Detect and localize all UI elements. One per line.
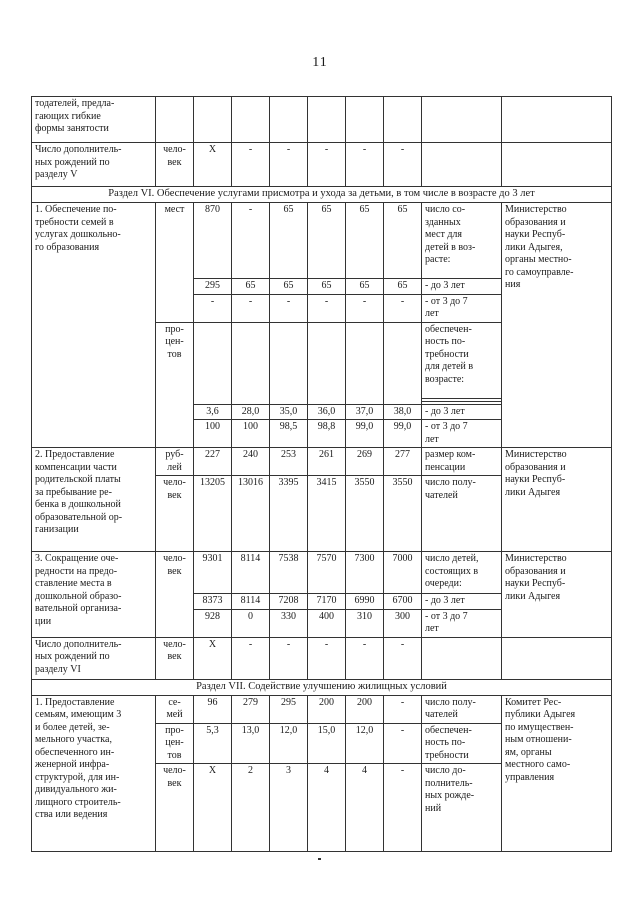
table-cell: 2. Предоставление компенсации части родительской платы за пребывание ре- бенка в дошкольной образовательной ор- ганизации — [32, 448, 156, 552]
table-cell: 7570 — [308, 552, 346, 594]
table-cell: - до 3 лет — [422, 404, 502, 420]
table-cell — [346, 322, 384, 404]
table-cell: мест — [156, 203, 194, 323]
table-cell: 13016 — [232, 476, 270, 552]
table-cell: 36,0 — [308, 404, 346, 420]
table-cell: размер ком- пенсации — [422, 448, 502, 476]
table-cell: 37,0 — [346, 404, 384, 420]
table-cell: 200 — [346, 695, 384, 723]
table-row — [32, 679, 612, 695]
table-cell — [346, 97, 384, 143]
table-cell: - — [346, 637, 384, 679]
table-cell: чело- век — [156, 143, 194, 187]
table-cell — [502, 143, 612, 187]
table-cell: 7170 — [308, 594, 346, 610]
table-cell: число до- полнитель- ных рожде- ний — [422, 764, 502, 852]
table-cell: - — [232, 143, 270, 187]
table-cell: 1. Обеспечение по- требности семей в услугах дошкольно- го образования — [32, 203, 156, 448]
table-cell: 8114 — [232, 552, 270, 594]
table-cell — [156, 97, 194, 143]
table-cell — [384, 322, 422, 404]
table-cell: - — [308, 294, 346, 322]
table-cell: - — [346, 294, 384, 322]
table-cell — [232, 322, 270, 404]
table-cell — [270, 97, 308, 143]
table-row — [32, 448, 612, 476]
table-cell: - — [308, 637, 346, 679]
table-cell: - от 3 до 7 лет — [422, 294, 502, 322]
table-cell: 98,8 — [308, 420, 346, 448]
table-cell: - — [270, 637, 308, 679]
table-cell: 9301 — [194, 552, 232, 594]
table-cell: 253 — [270, 448, 308, 476]
table-cell: 13,0 — [232, 723, 270, 764]
table-cell: Министерство образования и науки Респуб- лики Адыгея, органы местно- го самоуправле- ния — [502, 203, 612, 448]
table-cell: 2 — [232, 764, 270, 852]
table-cell: 3 — [270, 764, 308, 852]
table-cell: 65 — [270, 203, 308, 279]
table-cell — [270, 322, 308, 404]
table-cell: 28,0 — [232, 404, 270, 420]
scan-artifact — [318, 858, 321, 860]
table-cell: число полу- чателей — [422, 476, 502, 552]
table-cell: 96 — [194, 695, 232, 723]
table-cell: 277 — [384, 448, 422, 476]
table-cell: 295 — [194, 279, 232, 295]
table-cell: 99,0 — [346, 420, 384, 448]
table-cell: 279 — [232, 695, 270, 723]
table-cell: тодателей, предла- гающих гибкие формы занятости — [32, 97, 156, 143]
table-cell: - — [384, 764, 422, 852]
table-row — [32, 97, 612, 143]
table-cell: чело- век — [156, 552, 194, 638]
table-cell — [308, 97, 346, 143]
table-cell: - — [346, 143, 384, 187]
table-cell: 8373 — [194, 594, 232, 610]
table-cell: 65 — [346, 279, 384, 295]
table-cell: - — [232, 294, 270, 322]
table-cell: 65 — [346, 203, 384, 279]
table-cell: - до 3 лет — [422, 279, 502, 295]
section-heading: Раздел VII. Содействие улучшению жилищных условий — [32, 679, 612, 695]
table-cell: 3415 — [308, 476, 346, 552]
table-cell: 100 — [232, 420, 270, 448]
table-cell: 300 — [384, 609, 422, 637]
table-cell: число со- зданных мест для детей в воз- расте: — [422, 203, 502, 279]
table-cell: руб- лей — [156, 448, 194, 476]
table-cell: про- цен- тов — [156, 723, 194, 764]
table-cell: число полу- чателей — [422, 695, 502, 723]
table-cell: 7000 — [384, 552, 422, 594]
table-cell: - — [384, 143, 422, 187]
table-cell: 99,0 — [384, 420, 422, 448]
table-cell: 4 — [308, 764, 346, 852]
table-cell — [308, 322, 346, 404]
table-cell: 261 — [308, 448, 346, 476]
table-cell: 310 — [346, 609, 384, 637]
table-cell: 227 — [194, 448, 232, 476]
table-cell: Министерство образования и науки Респуб- лики Адыгея — [502, 552, 612, 638]
table-row — [32, 187, 612, 203]
table-cell — [422, 97, 502, 143]
table-cell: - — [384, 294, 422, 322]
table-cell: 330 — [270, 609, 308, 637]
table-cell: обеспечен- ность по- требности для детей в возрасте: — [422, 322, 502, 398]
table-cell — [422, 143, 502, 187]
table-cell — [194, 97, 232, 143]
table-cell: 7300 — [346, 552, 384, 594]
table-cell: 3. Сокращение оче- редности на предо- ставление места в дошкольной образо- вательной организа- ции — [32, 552, 156, 638]
table-cell: 3,6 — [194, 404, 232, 420]
table-cell: - — [194, 294, 232, 322]
table-cell: 6990 — [346, 594, 384, 610]
table-cell: 3395 — [270, 476, 308, 552]
table-cell — [232, 97, 270, 143]
table-row — [32, 637, 612, 679]
page-number: 11 — [312, 55, 328, 70]
table-cell: 65 — [308, 203, 346, 279]
table-cell: чело- век — [156, 764, 194, 852]
table-row — [32, 695, 612, 723]
table-cell: 12,0 — [346, 723, 384, 764]
table-cell: 35,0 — [270, 404, 308, 420]
table-cell: 7208 — [270, 594, 308, 610]
table-row — [32, 143, 612, 187]
table-cell: - — [232, 203, 270, 279]
table-cell: 400 — [308, 609, 346, 637]
table-cell: 65 — [384, 203, 422, 279]
table-cell: число детей, состоящих в очереди: — [422, 552, 502, 594]
table-cell: 0 — [232, 609, 270, 637]
table-cell: Комитет Рес- публики Адыгея по имуществен- ным отношени- ям, органы местного само- управления — [502, 695, 612, 852]
table-cell: 6700 — [384, 594, 422, 610]
table-cell — [194, 322, 232, 404]
table-cell: - — [384, 637, 422, 679]
table-cell: X — [194, 637, 232, 679]
table-cell: се- мей — [156, 695, 194, 723]
table-cell: Министерство образования и науки Респуб- лики Адыгея — [502, 448, 612, 552]
table-cell: - — [270, 294, 308, 322]
table-cell: 1. Предоставление семьям, имеющим 3 и более детей, зе- мельного участка, обеспеченного ин- женерной инфра- структурой, для ин- дивидуального жи- лищного строитель- ства или ведения — [32, 695, 156, 852]
table-cell: 65 — [270, 279, 308, 295]
table-cell: 100 — [194, 420, 232, 448]
table-cell: 3550 — [384, 476, 422, 552]
table-row — [32, 552, 612, 594]
table-cell: 98,5 — [270, 420, 308, 448]
table-cell: - до 3 лет — [422, 594, 502, 610]
table-cell: 200 — [308, 695, 346, 723]
table-cell: про- цен- тов — [156, 322, 194, 448]
table-cell: - — [384, 723, 422, 764]
program-indicators-table — [31, 96, 612, 852]
table-cell: 8114 — [232, 594, 270, 610]
table-cell: - от 3 до 7 лет — [422, 420, 502, 448]
table-cell: 38,0 — [384, 404, 422, 420]
table-cell: 4 — [346, 764, 384, 852]
table-cell: 65 — [308, 279, 346, 295]
table-cell: - от 3 до 7 лет — [422, 609, 502, 637]
table-cell: 12,0 — [270, 723, 308, 764]
table-cell: Число дополнитель- ных рождений по разделу V — [32, 143, 156, 187]
table-cell: 13205 — [194, 476, 232, 552]
table-cell — [502, 637, 612, 679]
table-cell: - — [270, 143, 308, 187]
table-row — [32, 203, 612, 279]
table-cell: чело- век — [156, 476, 194, 552]
table-cell: 269 — [346, 448, 384, 476]
table-cell — [422, 637, 502, 679]
table-cell: 5,3 — [194, 723, 232, 764]
table-cell: 3550 — [346, 476, 384, 552]
table-cell: - — [384, 695, 422, 723]
table-cell: Число дополнитель- ных рождений по разделу VI — [32, 637, 156, 679]
table-cell: X — [194, 764, 232, 852]
table-cell: чело- век — [156, 637, 194, 679]
section-heading: Раздел VI. Обеспечение услугами присмотра и ухода за детьми, в том числе в возрасте до 3 лет — [32, 187, 612, 203]
table-cell: 928 — [194, 609, 232, 637]
table-cell: X — [194, 143, 232, 187]
table-cell: 295 — [270, 695, 308, 723]
table-cell: 65 — [384, 279, 422, 295]
table-cell: обеспечен- ность по- требности — [422, 723, 502, 764]
table-cell: 7538 — [270, 552, 308, 594]
table-cell — [502, 97, 612, 143]
table-cell: 240 — [232, 448, 270, 476]
table-cell: 870 — [194, 203, 232, 279]
table-cell: - — [232, 637, 270, 679]
table-cell: - — [308, 143, 346, 187]
table-cell — [384, 97, 422, 143]
table-cell: 15,0 — [308, 723, 346, 764]
table-cell: 65 — [232, 279, 270, 295]
